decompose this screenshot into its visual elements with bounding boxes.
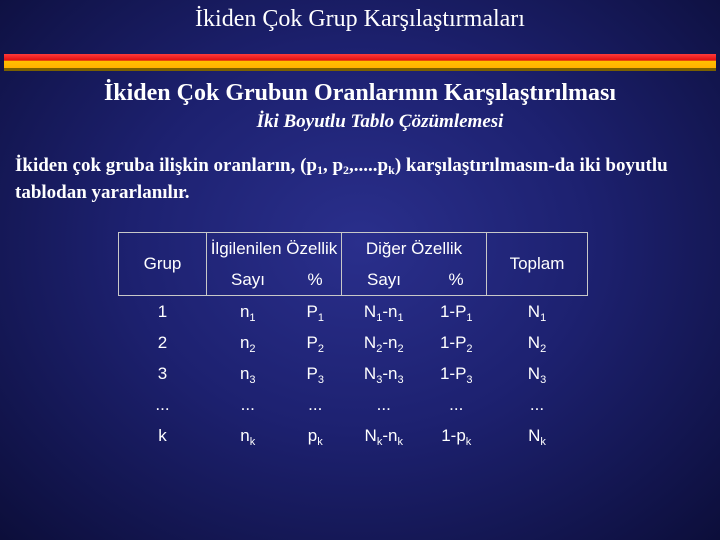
cell-subscript: 2 <box>540 342 547 355</box>
header-yuzde-b: % <box>426 264 487 296</box>
header-sayi-a: Sayı <box>207 264 290 296</box>
table-cell <box>342 358 427 389</box>
table-cell <box>487 358 588 389</box>
table-cell <box>119 296 207 328</box>
cell-subscript: 2 <box>249 342 256 355</box>
table-cell <box>487 420 588 451</box>
cell-text: N <box>363 301 377 321</box>
table-cell <box>289 358 342 389</box>
table-cell <box>207 296 290 328</box>
intro-paragraph <box>15 152 715 206</box>
table-cell <box>487 327 588 358</box>
cell-text: ... <box>308 394 323 414</box>
cell-subscript: k <box>397 435 403 448</box>
paragraph-subscript: 2 <box>343 163 350 177</box>
cell-subscript: 1 <box>540 311 547 324</box>
cell-subscript: 2 <box>317 342 324 355</box>
cell-text: 1 <box>157 301 168 321</box>
cell-text: P <box>306 332 318 352</box>
cell-text: ... <box>155 394 170 414</box>
cell-text: -n <box>382 301 398 321</box>
table-cell <box>207 389 290 420</box>
cell-text: N <box>527 301 541 321</box>
cell-text: 3 <box>157 363 168 383</box>
cell-subscript: 3 <box>540 373 547 386</box>
table-cell <box>289 327 342 358</box>
title-divider-bar <box>4 54 716 71</box>
paragraph-text: , p <box>322 155 344 176</box>
table-cell <box>426 327 487 358</box>
header-toplam: Toplam <box>487 233 588 296</box>
cell-subscript: 3 <box>466 373 473 386</box>
table-cell <box>119 420 207 451</box>
table-cell <box>119 327 207 358</box>
cell-text: P <box>306 363 318 383</box>
table-cell <box>426 358 487 389</box>
paragraph-text: İkiden çok gruba ilişkin oranların, (p <box>15 155 317 176</box>
header-yuzde-a: % <box>289 264 342 296</box>
table-cell <box>289 389 342 420</box>
cell-text: N <box>528 425 541 445</box>
paragraph-text: ,.....p <box>349 155 389 176</box>
cell-text: N <box>363 363 377 383</box>
cell-text: k <box>158 425 167 445</box>
cell-text: 1-P <box>439 363 467 383</box>
cell-subscript: k <box>317 435 323 448</box>
table-cell <box>426 296 487 328</box>
table-cell <box>426 420 487 451</box>
cell-subscript: k <box>465 435 472 448</box>
header-group-b: Diğer Özellik <box>342 233 487 265</box>
table-cell <box>289 296 342 328</box>
cell-text: p <box>307 425 318 445</box>
cell-text: P <box>306 301 318 321</box>
cell-subscript: 2 <box>397 342 404 355</box>
cell-subscript: 3 <box>397 373 404 386</box>
table-cell <box>487 389 588 420</box>
cell-text: -n <box>382 425 398 445</box>
table-cell <box>342 389 427 420</box>
cell-text: ... <box>449 394 464 414</box>
table-cell <box>426 389 487 420</box>
table-cell <box>487 296 588 328</box>
cell-subscript: 3 <box>376 373 383 386</box>
header-sayi-b: Sayı <box>342 264 427 296</box>
cell-text: -n <box>382 332 398 352</box>
table-cell <box>207 358 290 389</box>
cell-subscript: 1 <box>376 311 383 324</box>
paragraph-text: ) karşılaştırılmasın-da iki boyutlu tablodan yararlanılır. <box>15 155 668 203</box>
cell-text: n <box>239 301 250 321</box>
cell-subscript: 2 <box>376 342 383 355</box>
table-cell <box>342 420 427 451</box>
cell-text: N <box>527 363 541 383</box>
cell-text: n <box>240 425 250 445</box>
cell-subscript: 3 <box>249 373 256 386</box>
table-cell <box>119 358 207 389</box>
cell-text: n <box>239 363 250 383</box>
table-row <box>119 327 588 358</box>
cell-subscript: k <box>540 435 546 448</box>
cell-text: 1-P <box>439 332 467 352</box>
section-subheading: İki Boyutlu Tablo Çözümlemesi <box>256 111 504 132</box>
cell-subscript: 3 <box>317 373 324 386</box>
paragraph-subscript: 1 <box>316 163 323 177</box>
cell-subscript: 1 <box>317 311 324 324</box>
slide-title: İkiden Çok Grup Karşılaştırmaları <box>195 6 525 32</box>
table-row <box>119 296 588 328</box>
table-cell <box>207 327 290 358</box>
table-cell <box>119 389 207 420</box>
cell-text: ... <box>529 394 545 414</box>
cell-text: -n <box>382 363 398 383</box>
cell-text: n <box>239 332 250 352</box>
cell-text: 1-p <box>441 425 466 445</box>
cell-text: N <box>364 425 377 445</box>
cell-subscript: k <box>376 435 383 448</box>
table-body <box>119 296 588 452</box>
cell-text: ... <box>376 394 391 414</box>
paragraph-subscript: k <box>388 163 395 177</box>
table-row <box>119 420 588 451</box>
cell-text: N <box>527 332 541 352</box>
cell-text: ... <box>240 394 255 414</box>
cell-text: 2 <box>157 332 168 352</box>
header-group-a: İlgilenilen Özellik <box>207 233 342 265</box>
cell-text: N <box>363 332 377 352</box>
proportion-table <box>118 232 588 451</box>
section-heading: İkiden Çok Grubun Oranlarının Karşılaştırılması <box>103 80 617 106</box>
table-row <box>119 358 588 389</box>
table-cell <box>207 420 290 451</box>
cell-subscript: 1 <box>397 311 404 324</box>
cell-subscript: 1 <box>466 311 473 324</box>
table-row <box>119 389 588 420</box>
cell-subscript: k <box>249 435 256 448</box>
cell-text: 1-P <box>439 301 467 321</box>
cell-subscript: 1 <box>249 311 256 324</box>
table-cell <box>342 327 427 358</box>
table-cell <box>289 420 342 451</box>
table-cell <box>342 296 427 328</box>
cell-subscript: 2 <box>466 342 473 355</box>
header-grup: Grup <box>119 233 207 296</box>
